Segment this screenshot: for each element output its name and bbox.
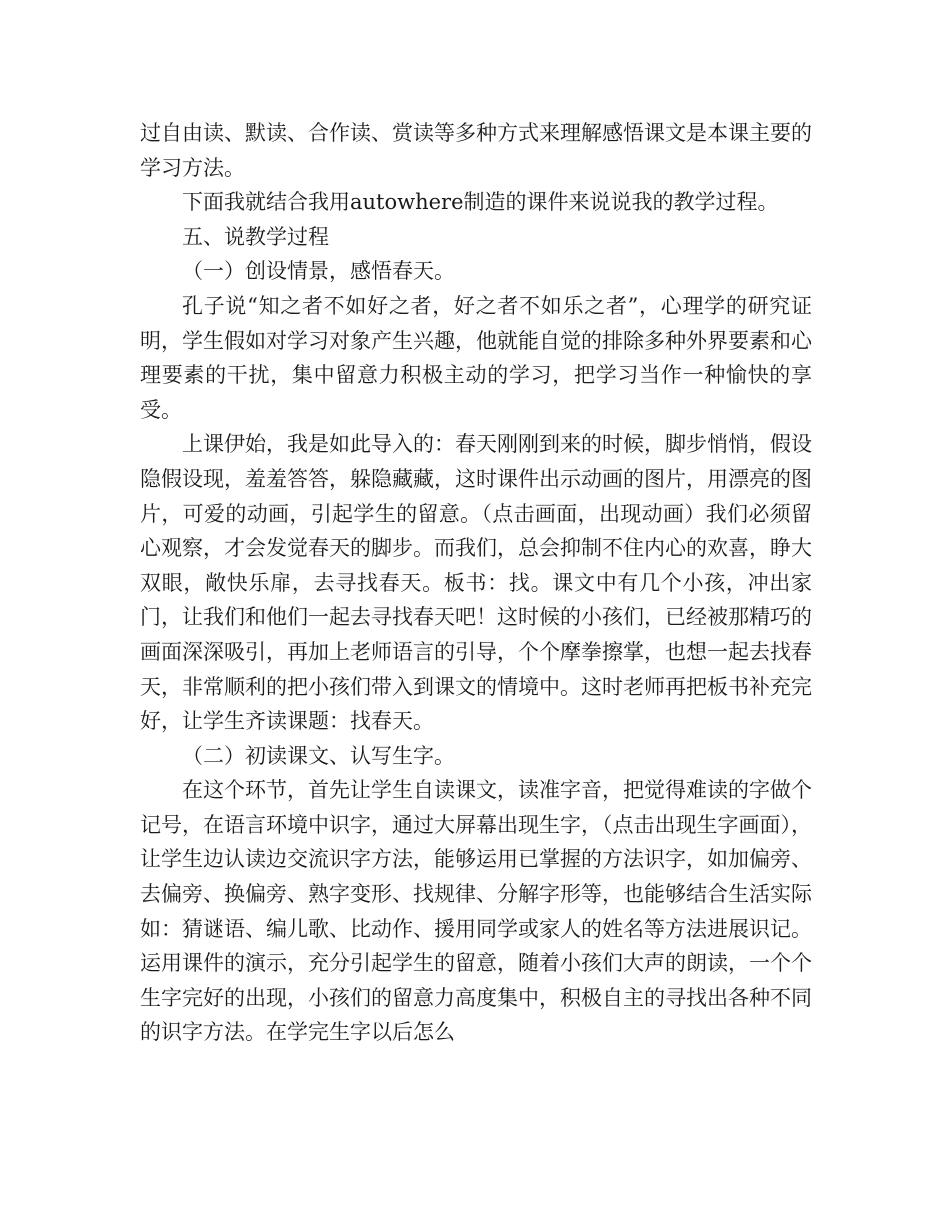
paragraph-confucius-quote: 孔子说“知之者不如好之者，好之者不如乐之者”，心理学的研究证明，学生假如对学习对象产生兴趣，他就能自觉的排除多种外界要素和心理要素的干扰，集中留意力积极主动的学习，把学习当作一种愉快的享受。 [140,293,812,422]
subheading-first-reading: （二）初读课文、认写生字。 [182,743,455,768]
document-body [140,116,812,1050]
section-heading-teaching-process: 五、说教学过程 [182,224,329,249]
paragraph-lesson-intro: 上课伊始，我是如此导入的：春天刚刚到来的时候，脚步悄悄，假设隐假设现，羞羞答答，躲隐藏藏，这时课件出示动画的图片，用漂亮的图片，可爱的动画，引起学生的留意。（点击画面，出现动画）我们必须留心观察，才会发觉春天的脚步。而我们，总会抑制不住内心的欢喜，睁大双眼，敞快乐扉，去寻找春天。板书：找。课文中有几个小孩，冲出家门，让我们和他们一起去寻找春天吧！这时候的小孩们，已经被那精巧的画面深深吸引，再加上老师语言的引导，个个摩拳擦掌，也想一起去找春天，非常顺利的把小孩们带入到课文的情境中。这时老师再把板书补充完好，让学生齐读课题：找春天。 [140,432,812,734]
paragraph-courseware-intro: 下面我就结合我用autowhere制造的课件来说说我的教学过程。 [182,190,779,215]
paragraph-continued: 过自由读、默读、合作读、赏读等多种方式来理解感悟课文是本课主要的学习方法。 [140,121,812,180]
paragraph-character-learning: 在这个环节，首先让学生自读课文，读准字音，把觉得难读的字做个记号，在语言环境中识字，通过大屏幕出现生字，（点击出现生字画面），让学生边认读边交流识字方法，能够运用已掌握的方法识字，如加偏旁、去偏旁、换偏旁、熟字变形、找规律、分解字形等，也能够结合生活实际如：猜谜语、编儿歌、比动作、援用同学或家人的姓名等方法进展识记。运用课件的演示，充分引起学生的留意，随着小孩们大声的朗读，一个个生字完好的出现，小孩们的留意力高度集中，积极自主的寻找出各种不同的识字方法。在学完生字以后怎么 [140,778,812,1045]
subheading-create-scene: （一）创设情景，感悟春天。 [182,259,455,284]
